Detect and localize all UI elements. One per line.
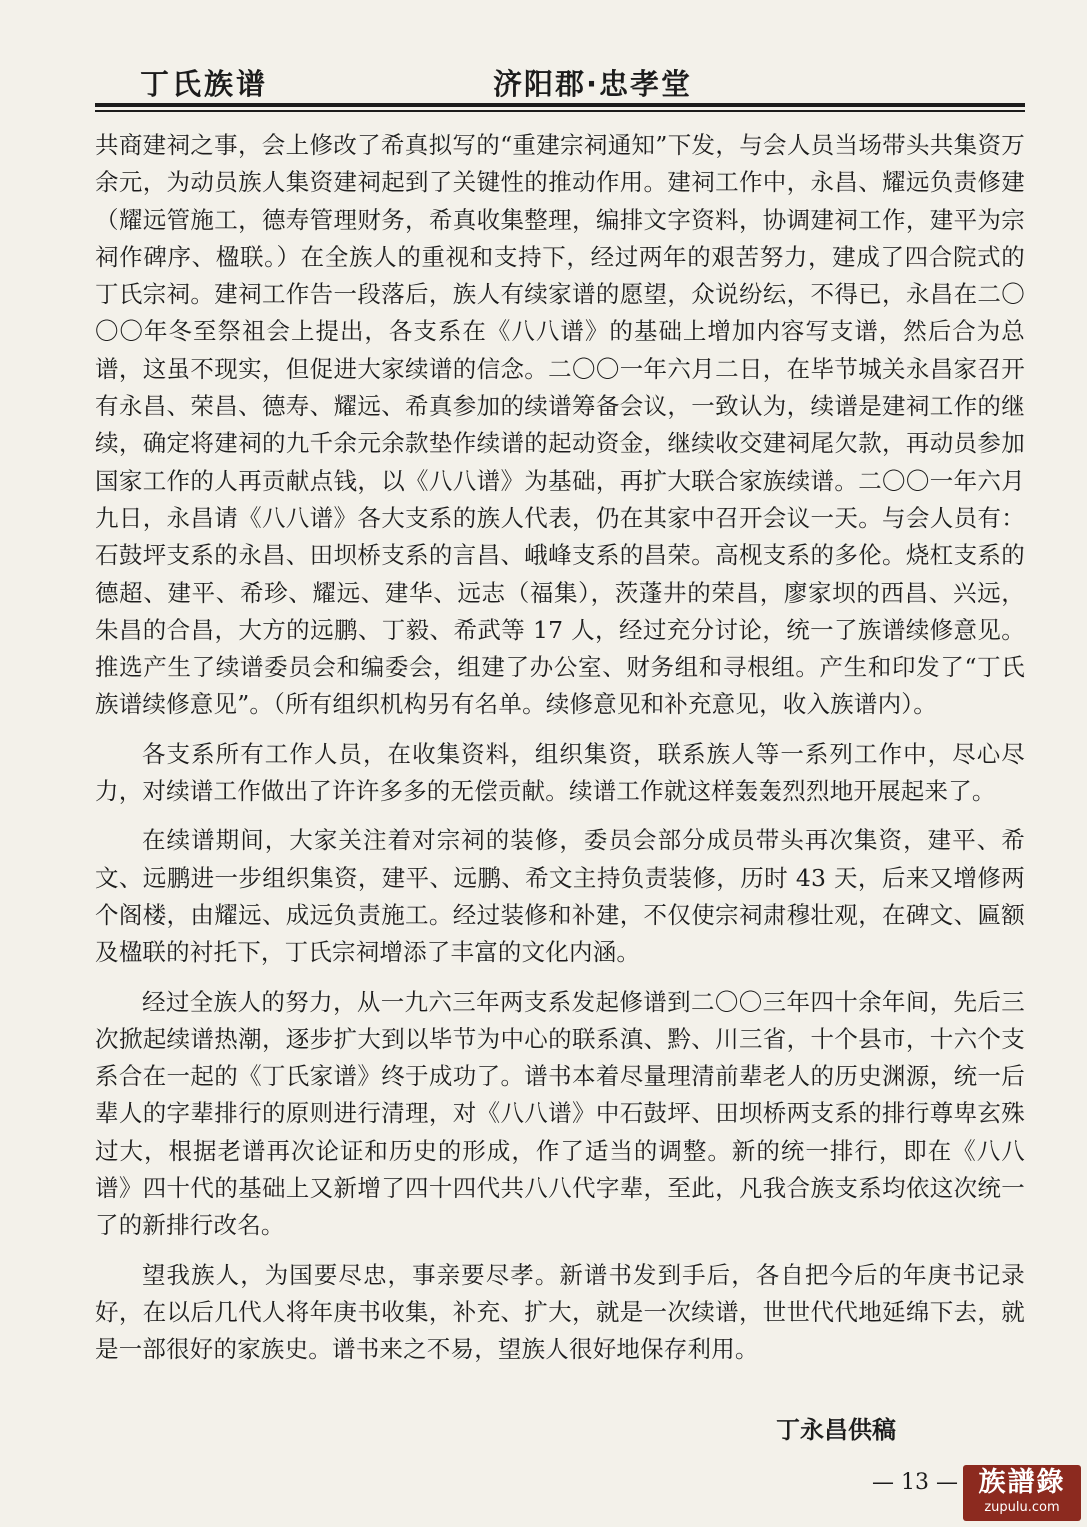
header-rule-thick — [95, 103, 1025, 107]
header-clan-hall: 济阳郡·忠孝堂 — [493, 67, 693, 101]
header-rule-thin — [95, 110, 1025, 112]
watermark-url: zupulu.com — [984, 1500, 1060, 1515]
paragraph-1: 共商建祠之事，会上修改了希真拟写的“重建宗祠通知”下发，与会人员当场带头共集资万余元，为动员族人集资建祠起到了关键性的推动作用。建祠工作中，永昌、耀远负责修建（耀远管施工，德寿管理财务，希真收集整理，编排文字资料，协调建祠工作，建平为宗祠作碑序、楹联。）在全族人的重视和支持下，经过两年的艰苦努力，建成了四合院式的丁氏宗祠。建祠工作告一段落后，族人有续家谱的愿望，众说纷纭，不得已，永昌在二〇〇〇年冬至祭祖会上提出，各支系在《八八谱》的基础上增加内容写支谱，然后合为总谱，这虽不现实，但促进大家续谱的信念。二〇〇一年六月二日，在毕节城关永昌家召开有永昌、荣昌、德寿、耀远、希真参加的续谱筹备会议，一致认为，续谱是建祠工作的继续，确定将建祠的九千余元余款垫作续谱的起动资金，继续收交建祠尾欠款，再动员参加国家工作的人再贡献点钱，以《八八谱》为基础，再扩大联合家族续谱。二〇〇一年六月九日，永昌请《八八谱》各大支系的族人代表，仍在其家中召开会议一天。与会人员有：石鼓坪支系的永昌、田坝桥支系的言昌、峨峰支系的昌荣。高枧支系的多伦。烧杠支系的德超、建平、希珍、耀远、建华、远志（福集），茨蓬井的荣昌，廖家坝的西昌、兴远，朱昌的合昌，大方的远鹏、丁毅、希武等 17 人，经过充分讨论，统一了族谱续修意见。推选产生了续谱委员会和编委会，组建了办公室、财务组和寻根组。产生和印发了“丁氏族谱续修意见”。（所有组织机构另有名单。续修意见和补充意见，收入族谱内）。 — [95, 131, 1025, 719]
paragraph-3: 在续谱期间，大家关注着对宗祠的装修，委员会部分成员带头再次集资，建平、希文、远鹏进一步组织集资，建平、远鹏、希文主持负责装修，历时 43 天，后来又增修两个阁楼，由耀远、成远负责施工。经过装修和补建，不仅使宗祠肃穆壮观，在碑文、匾额及楹联的衬托下，丁氏宗祠增添了丰富的文化内涵。 — [95, 826, 1025, 967]
site-watermark — [963, 1465, 1081, 1521]
paragraph-2: 各支系所有工作人员，在收集资料，组织集资，联系族人等一系列工作中，尽心尽力，对续谱工作做出了许许多多的无偿贡献。续谱工作就这样轰轰烈烈地开展起来了。 — [95, 739, 1025, 806]
paragraph-4: 经过全族人的努力，从一九六三年两支系发起修谱到二〇〇三年四十余年间，先后三次掀起续谱热潮，逐步扩大到以毕节为中心的联系滇、黔、川三省，十个县市，十六个支系合在一起的《丁氏家谱》终于成功了。谱书本着尽量理清前辈老人的历史渊源，统一后辈人的字辈排行的原则进行清理，对《八八谱》中石鼓坪、田坝桥两支系的排行尊卑玄殊过大，根据老谱再次论证和历史的形成，作了适当的调整。新的统一排行，即在《八八谱》四十代的基础上又新增了四十四代共八八代字辈，至此，凡我合族支系均依这次统一了的新排行改名。 — [95, 987, 1025, 1240]
paragraph-5: 望我族人，为国要尽忠，事亲要尽孝。新谱书发到手后，各自把今后的年庚书记录好，在以后几代人将年庚书收集，补充、扩大，就是一次续谱，世世代代地延绵下去，就是一部很好的家族史。谱书来之不易，望族人很好地保存利用。 — [95, 1260, 1025, 1364]
page-number: — 13 — — [872, 1470, 958, 1495]
page-header — [95, 60, 1025, 100]
author-credit: 丁永昌供稿 — [776, 1416, 896, 1444]
header-book-title: 丁氏族谱 — [140, 67, 269, 101]
body-text — [95, 127, 1025, 1369]
watermark-title: 族譜錄 — [978, 1467, 1066, 1498]
